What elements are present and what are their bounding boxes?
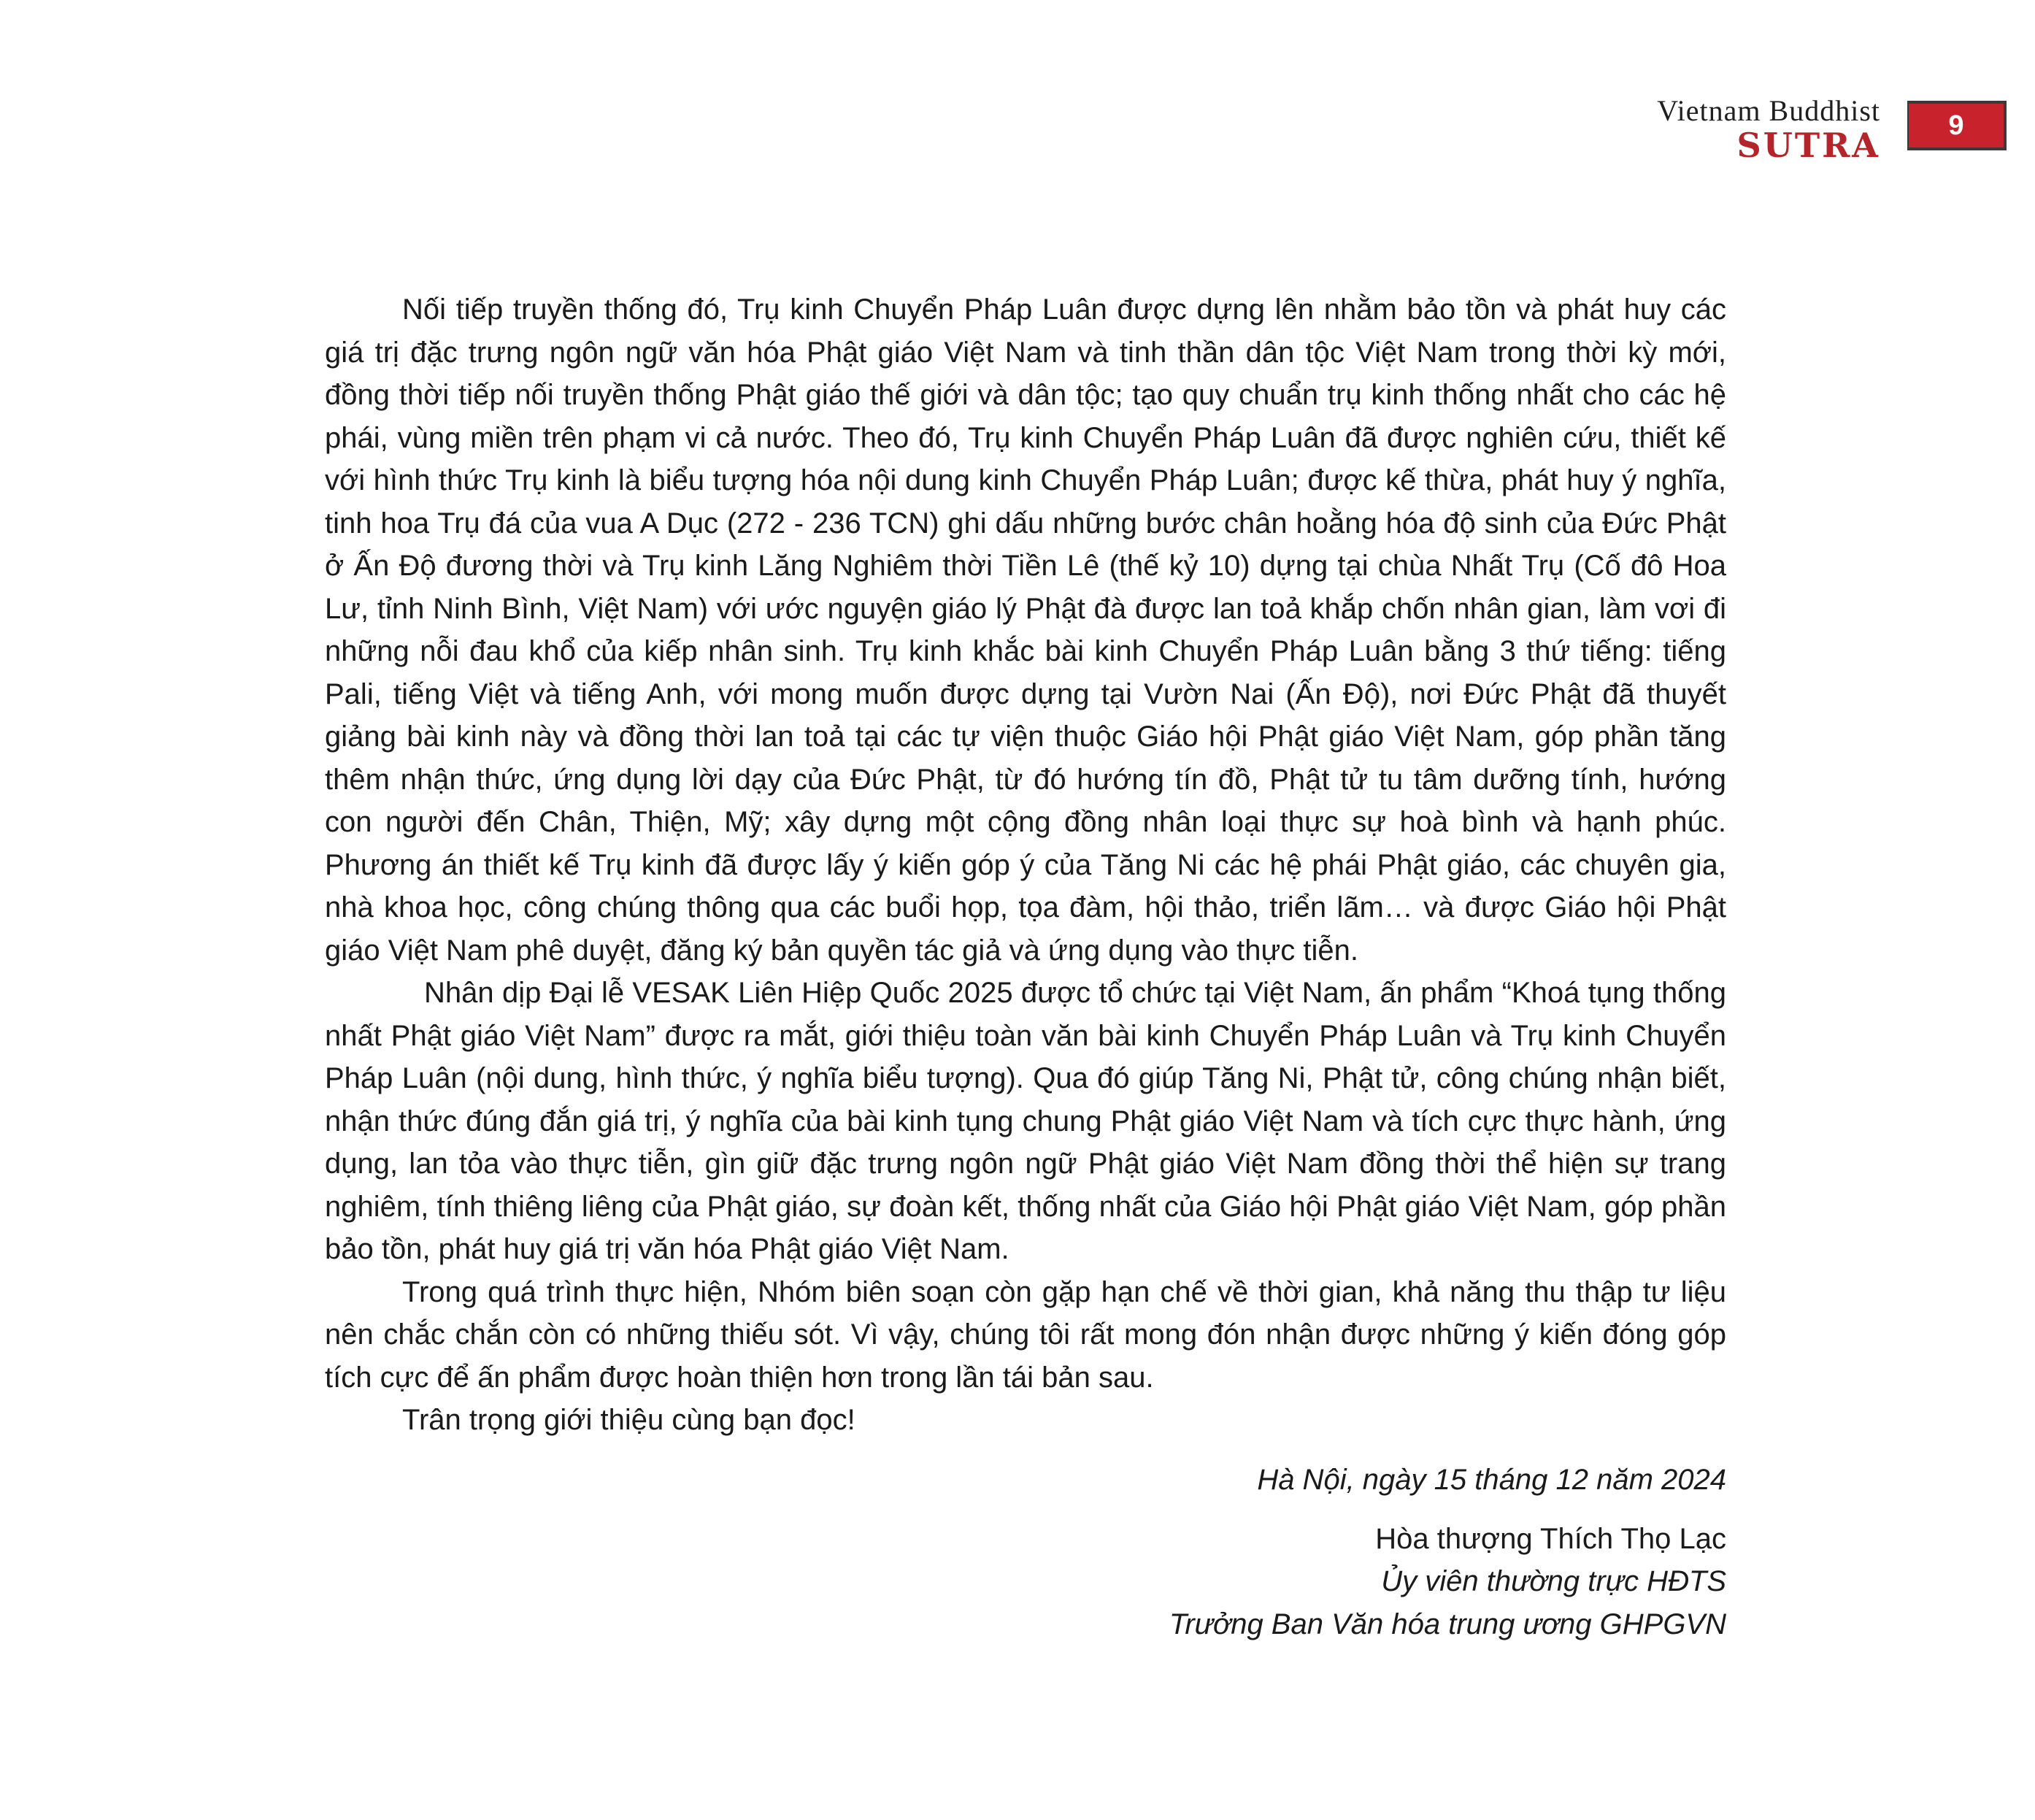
page-number: 9 (1948, 110, 1964, 141)
paragraph: Trong quá trình thực hiện, Nhóm biên soạn còn gặp hạn chế về thời gian, khả năng thu thập tư liệu nên chắc chắn còn có những thiếu sót. Vì vậy, chúng tôi rất mong đón nhận được những ý kiến đóng góp tích cực để ấn phẩm được hoàn thiện hơn trong lần tái bản sau. (325, 1275, 1726, 1394)
signature-block (1169, 1459, 1726, 1646)
signature-title: Ủy viên thường trực HĐTS (1381, 1565, 1726, 1597)
brand-title: Vietnam Buddhist (1657, 94, 1880, 127)
signature-date: Hà Nội, ngày 15 tháng 12 năm 2024 (1257, 1464, 1726, 1496)
paragraph: Nối tiếp truyền thống đó, Trụ kinh Chuyển Pháp Luân được dựng lên nhằm bảo tồn và phát huy các giá trị đặc trưng ngôn ngữ văn hóa Phật giáo Việt Nam và tinh thần dân tộc Việt Nam trong thời kỳ mới, đồng thời tiếp nối truyền thống Phật giáo thế giới và dân tộc; tạo quy chuẩn trụ kinh thống nhất cho các hệ phái, vùng miền trên phạm vi cả nước. Theo đó, Trụ kinh Chuyển Pháp Luân đã được nghiên cứu, thiết kế với hình thức Trụ kinh là biểu tượng hóa nội dung kinh Chuyển Pháp Luân; được kế thừa, phát huy ý nghĩa, tinh hoa Trụ đá của vua A Dục (272 - 236 TCN) ghi dấu những bước chân hoằng hóa độ sinh của Đức Phật ở Ấn Độ đương thời và Trụ kinh Lăng Nghiêm thời Tiền Lê (thế kỷ 10) dựng tại chùa Nhất Trụ (Cố đô Hoa Lư, tỉnh Ninh Bình, Việt Nam) với ước nguyện giáo lý Phật đà được lan toả khắp chốn nhân gian, làm vơi đi những nỗi đau khổ của kiếp nhân sinh. Trụ kinh khắc bài kinh Chuyển Pháp Luân bằng 3 thứ tiếng: tiếng Pali, tiếng Việt và tiếng Anh, với mong muốn được dựng tại Vườn Nai (Ấn Độ), nơi Đức Phật đã thuyết giảng bài kinh này và đồng thời lan toả tại các tự viện thuộc Giáo hội Phật giáo Việt Nam, góp phần tăng thêm nhận thức, ứng dụng lời dạy của Đức Phật, từ đó hướng tín đồ, Phật tử tu tâm dưỡng tính, hướng con người đến Chân, Thiện, Mỹ; xây dựng một cộng đồng nhân loại thực sự hoà bình và hạnh phúc. Phương án thiết kế Trụ kinh đã được lấy ý kiến góp ý của Tăng Ni các hệ phái Phật giáo, các chuyên gia, nhà khoa học, công chúng thông qua các buổi họp, tọa đàm, hội thảo, triển lãm… và được Giáo hội Phật giáo Việt Nam phê duyệt, đăng ký bản quyền tác giả và ứng dụng vào thực tiễn. (325, 293, 1726, 967)
signature-name: Hòa thượng Thích Thọ Lạc (1375, 1522, 1726, 1555)
publication-brand (1657, 94, 1880, 165)
body-text (325, 288, 1726, 1442)
paragraph: Nhân dịp Đại lễ VESAK Liên Hiệp Quốc 2025 được tổ chức tại Việt Nam, ấn phẩm “Khoá tụng thống nhất Phật giáo Việt Nam” được ra mắt, giới thiệu toàn văn bài kinh Chuyển Pháp Luân và Trụ kinh Chuyển Pháp Luân (nội dung, hình thức, ý nghĩa biểu tượng). Qua đó giúp Tăng Ni, Phật tử, công chúng nhận biết, nhận thức đúng đắn giá trị, ý nghĩa của bài kinh tụng chung Phật giáo Việt Nam và tích cực thực hành, ứng dụng, lan tỏa vào thực tiễn, gìn giữ đặc trưng ngôn ngữ Phật giáo Việt Nam đồng thời thể hiện sự trang nghiêm, tính thiêng liêng của Phật giáo, sự đoàn kết, thống nhất của Giáo hội Phật giáo Việt Nam, góp phần bảo tồn, phát huy giá trị văn hóa Phật giáo Việt Nam. (325, 977, 1726, 1265)
page-number-badge (1907, 101, 2007, 150)
signature-office: Trưởng Ban Văn hóa trung ương GHPGVN (1169, 1608, 1726, 1640)
brand-logo-text: SUTRA (1736, 126, 1880, 165)
closing-line: Trân trọng giới thiệu cùng bạn đọc! (402, 1404, 855, 1436)
